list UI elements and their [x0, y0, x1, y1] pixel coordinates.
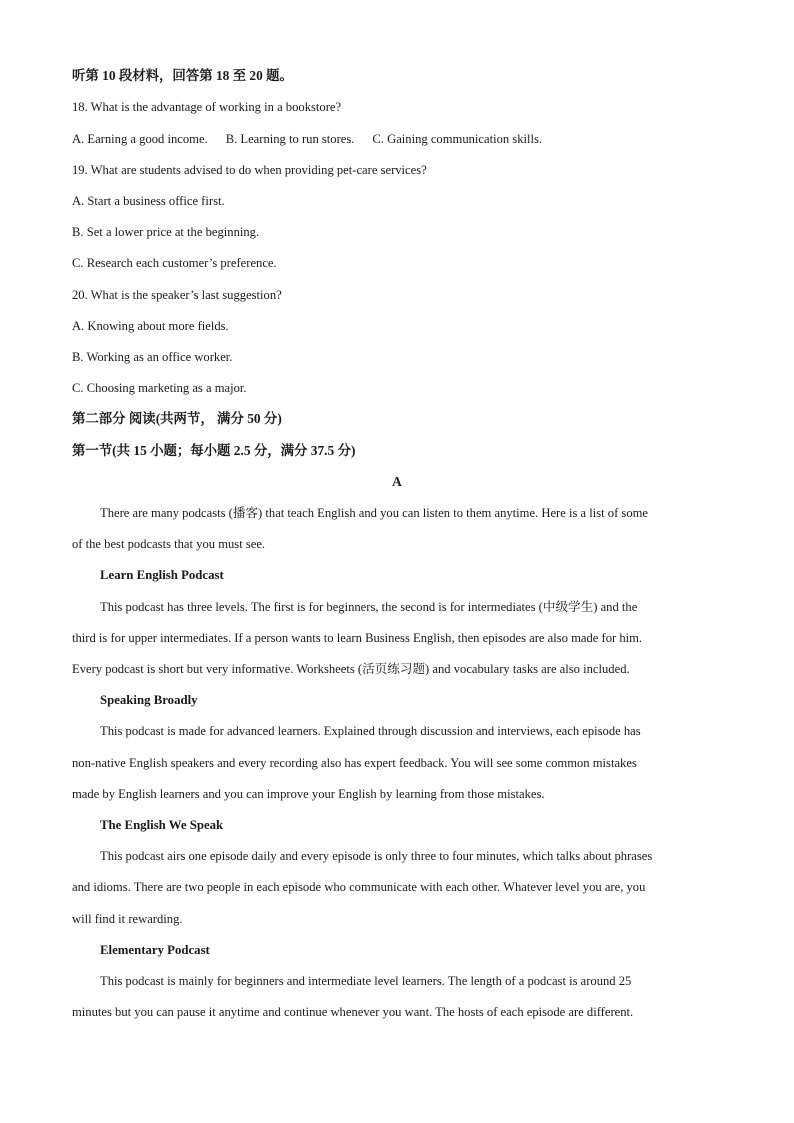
- q19-option-c: C. Research each customer’s preference.: [72, 256, 277, 270]
- podcast-paragraph-line: This podcast airs one episode daily and every episode is only three to four minutes, which talks about phrases: [100, 849, 653, 863]
- question-18-stem: 18. What is the advantage of working in a bookstore?: [72, 100, 342, 114]
- passage-letter: A: [392, 474, 402, 489]
- q18-option-b: B. Learning to run stores.: [225, 132, 355, 146]
- podcast-heading: Speaking Broadly: [100, 693, 198, 707]
- podcast-paragraph-line: Every podcast is short but very informative. Worksheets (活页练习题) and vocabulary tasks are also included.: [72, 662, 630, 676]
- q20-option-b: B. Working as an office worker.: [72, 350, 233, 364]
- podcast-paragraph-line: This podcast has three levels. The first is for beginners, the second is for intermediates (中级学生) and the: [100, 600, 638, 614]
- podcast-paragraph-line: minutes but you can pause it anytime and continue whenever you want. The hosts of each episode are different.: [72, 1005, 634, 1019]
- q18-option-a: A. Earning a good income.: [72, 132, 208, 146]
- podcast-paragraph-line: This podcast is made for advanced learners. Explained through discussion and interviews, each episode has: [100, 724, 641, 738]
- q20-option-c: C. Choosing marketing as a major.: [72, 381, 247, 395]
- reading-part-title: 第二部分 阅读(共两节， 满分 50 分): [72, 411, 282, 426]
- podcast-heading: Elementary Podcast: [100, 943, 210, 957]
- podcast-paragraph-line: will find it rewarding.: [72, 912, 183, 926]
- intro-line-1: There are many podcasts (播客) that teach English and you can listen to them anytime. Here is a list of some: [100, 506, 649, 520]
- reading-section-title: 第一节(共 15 小题；每小题 2.5 分，满分 37.5 分): [72, 443, 356, 458]
- podcast-heading: Learn English Podcast: [100, 568, 224, 582]
- q20-option-a: A. Knowing about more fields.: [72, 319, 229, 333]
- question-20-stem: 20. What is the speaker’s last suggestion?: [72, 288, 282, 302]
- question-19-stem: 19. What are students advised to do when providing pet-care services?: [72, 163, 427, 177]
- question-18-options: [72, 131, 542, 147]
- q19-option-a: A. Start a business office first.: [72, 194, 225, 208]
- podcast-paragraph-line: made by English learners and you can improve your English by learning from those mistakes.: [72, 787, 545, 801]
- podcast-paragraph-line: This podcast is mainly for beginners and intermediate level learners. The length of a podcast is around 25: [100, 974, 632, 988]
- q18-option-c: C. Gaining communication skills.: [372, 132, 543, 146]
- podcast-paragraph-line: non-native English speakers and every recording also has expert feedback. You will see some common mistakes: [72, 756, 637, 770]
- listening-section-title: 听第 10 段材料，回答第 18 至 20 题。: [72, 68, 293, 83]
- podcast-paragraph-line: third is for upper intermediates. If a person wants to learn Business English, then episodes are also made for him.: [72, 631, 643, 645]
- q19-option-b: B. Set a lower price at the beginning.: [72, 225, 260, 239]
- intro-line-2: of the best podcasts that you must see.: [72, 537, 266, 551]
- podcast-paragraph-line: and idioms. There are two people in each episode who communicate with each other. Whatever level you are, you: [72, 880, 646, 894]
- podcast-heading: The English We Speak: [100, 818, 224, 832]
